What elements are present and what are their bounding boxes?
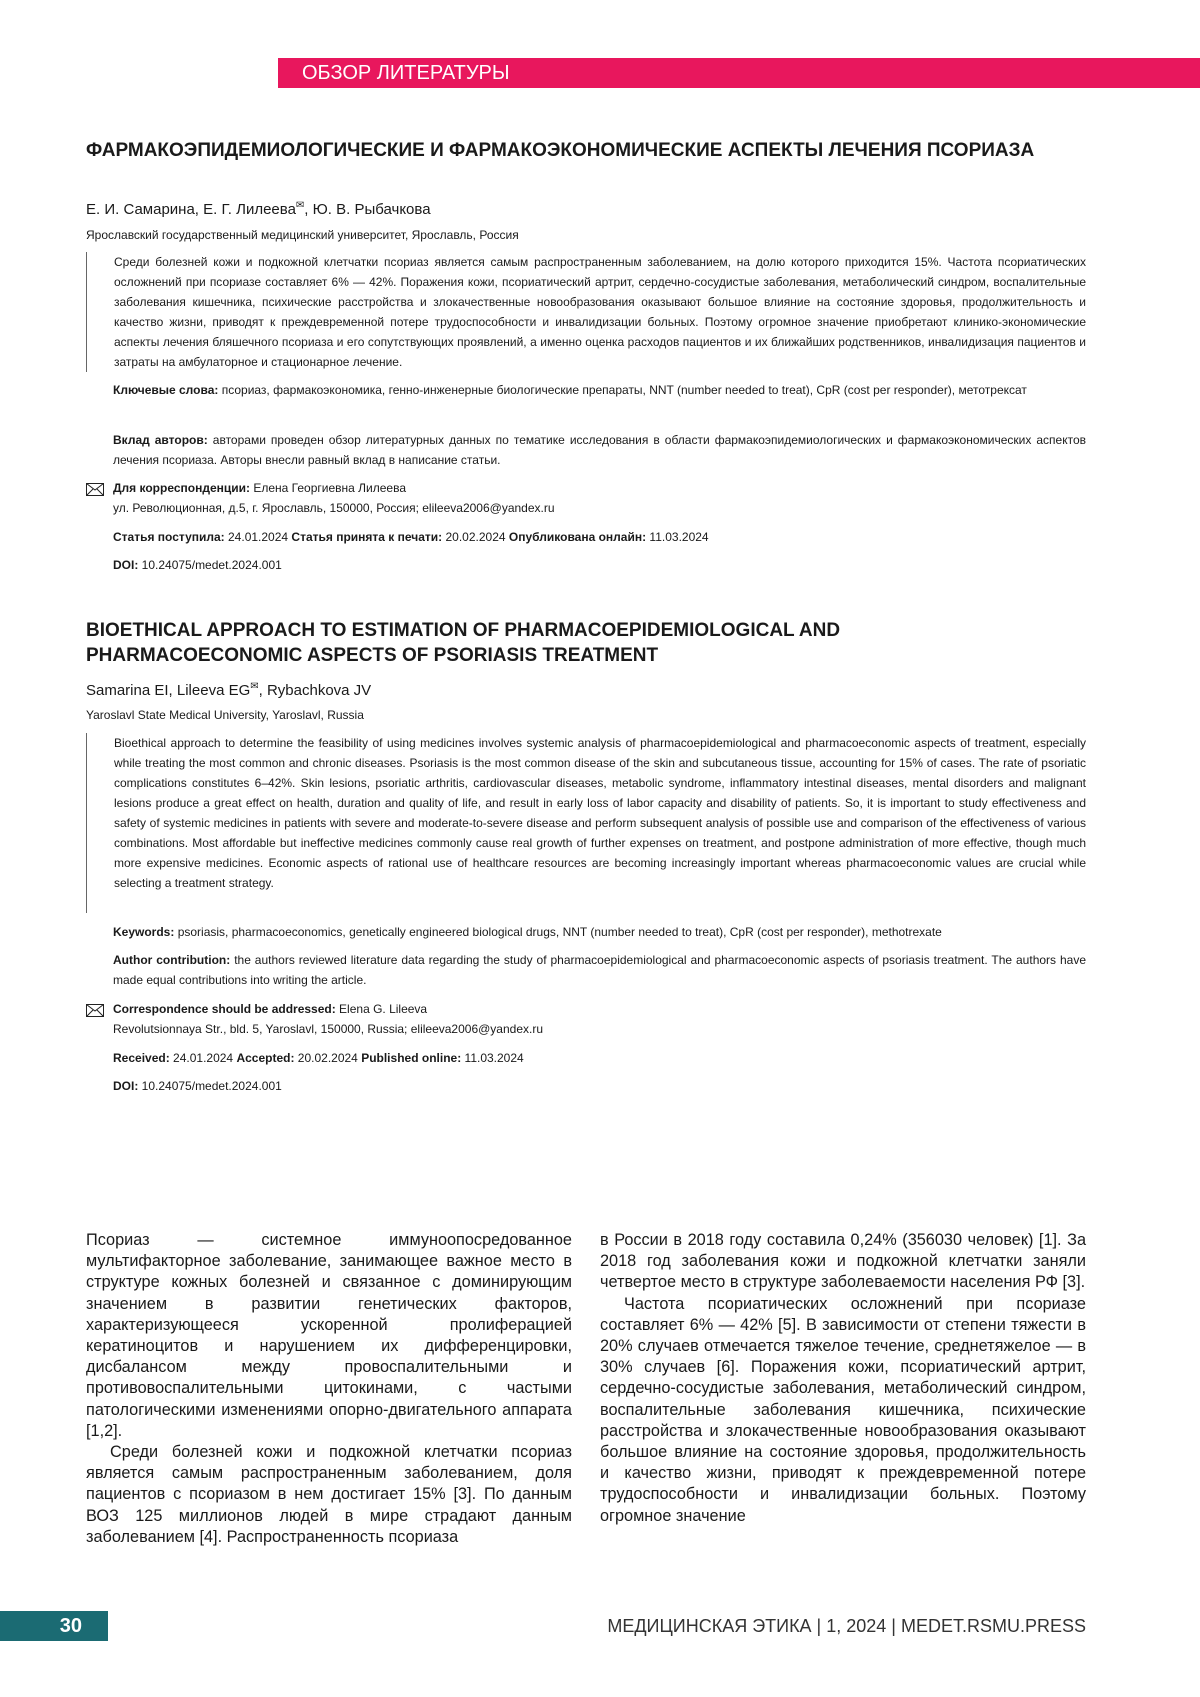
envelope-icon: ✉ bbox=[250, 681, 259, 692]
en-contribution-text: the authors reviewed literature data regarding the study of pharmacoepidemiological and pharmacoeconomic aspects of psoriasis treatment. The authors have made equal contributions into writing the article. bbox=[113, 953, 1086, 987]
en-affiliation: Yaroslavl State Medical University, Yaroslavl, Russia bbox=[86, 708, 364, 722]
ru-abstract: Среди болезней кожи и подкожной клетчатки псориаз является самым распространенным заболеванием, на долю которого приходится 15%. Частота псориатических осложнений при псориазе составляет 6% — 42%. Поражения кожи, псориатический артрит, сердечно-сосудистые заболевания, метаболический синдром, воспалительные заболевания кишечника, психические расстройства и злокачественные новообразования оказывают большое влияние на состояние здоровья, продолжительность и качество жизни, приводят к преждевременной потере трудоспособности и инвалидизации больных. Поэтому огромное значение приобретают клинико-экономические аспекты лечения бляшечного псориаза и его сопутствующих проявлений, а именно оценка расходов пациентов и их ближайших родственников, инвалидизация пациентов и затраты на амбулаторное и стационарное лечение. bbox=[86, 252, 1086, 372]
en-corr-address: Revolutsionnaya Str., bld. 5, Yaroslavl, 150000, Russia; elileeva2006@yandex.ru bbox=[113, 1022, 543, 1036]
ru-corr-name: Елена Георгиевна Лилеева bbox=[250, 481, 407, 495]
ru-contribution-label: Вклад авторов: bbox=[113, 433, 208, 447]
body-paragraph: Псориаз — системное иммуноопосредованное мультифакторное заболевание, занимающее важное место в структуре кожных болезней и связанное с доминирующим значением в развитии генетических факторов, характеризующееся ускоренной пролиферацией кератиноцитов и нарушением их дифференцировки, дисбалансом между провоспалительными и противовоспалительными цитокинами, с частыми патологическими изменениями опорно-двигательного аппарата [1,2]. bbox=[86, 1231, 572, 1440]
body-column-right bbox=[600, 1230, 1086, 1527]
body-paragraph: в России в 2018 году составила 0,24% (356030 человек) [1]. За 2018 год заболевания кожи и подкожной клетчатки заняли четвертое место в структуре заболеваемости населения РФ [3]. bbox=[600, 1231, 1086, 1292]
en-received: 24.01.2024 bbox=[169, 1051, 237, 1065]
en-dates bbox=[113, 1048, 1086, 1068]
en-authors bbox=[86, 677, 1086, 701]
ru-keywords bbox=[113, 380, 1086, 400]
ru-authors-first: Е. И. Самарина, Е. Г. Лилеева bbox=[86, 201, 296, 218]
ru-accepted: 20.02.2024 bbox=[442, 530, 509, 544]
body-paragraph: Среди болезней кожи и подкожной клетчатки псориаз является самым распространенным заболеванием, доля пациентов с псориазом в нем достигает 15% [3]. По данным ВОЗ 125 миллионов людей в мире страдают данным заболеванием [4]. Распространенность псориаза bbox=[86, 1443, 572, 1546]
en-authors-rest: , Rybachkova JV bbox=[258, 682, 372, 699]
ru-published-label: Опубликована онлайн: bbox=[508, 530, 647, 544]
ru-authors-rest: , Ю. В. Рыбачкова bbox=[304, 201, 431, 218]
ru-corr-address: ул. Революционная, д.5, г. Ярославль, 150000, Россия; elileeva2006@yandex.ru bbox=[113, 501, 555, 515]
ru-dates bbox=[113, 527, 1086, 547]
page-number: 30 bbox=[0, 1611, 108, 1641]
en-published: 11.03.2024 bbox=[461, 1051, 524, 1065]
en-article-title: BIOETHICAL APPROACH TO ESTIMATION OF PHARMACOEPIDEMIOLOGICAL AND PHARMACOECONOMIC ASPECTS OF PSORIASIS TREATMENT bbox=[86, 620, 841, 666]
en-authors-first: Samarina EI, Lileeva EG bbox=[86, 682, 251, 699]
en-doi bbox=[113, 1076, 1086, 1096]
ru-accepted-label: Статья принята к печати: bbox=[291, 530, 443, 544]
envelope-icon bbox=[86, 483, 104, 496]
en-contribution bbox=[113, 950, 1086, 990]
ru-doi-label: DOI: bbox=[113, 558, 139, 572]
ru-keywords-label: Ключевые слова: bbox=[113, 383, 219, 397]
en-published-label: Published online: bbox=[361, 1051, 462, 1065]
section-label: ОБЗОР ЛИТЕРАТУРЫ bbox=[302, 62, 510, 84]
journal-footer: МЕДИЦИНСКАЯ ЭТИКА | 1, 2024 | MEDET.RSMU.PRESS bbox=[607, 1616, 1086, 1636]
en-keywords-label: Keywords: bbox=[113, 925, 175, 939]
envelope-icon: ✉ bbox=[295, 200, 305, 211]
ru-affiliation: Ярославский государственный медицинский университет, Ярославль, Россия bbox=[86, 228, 519, 242]
en-correspondence bbox=[113, 999, 1086, 1039]
ru-received-label: Статья поступила: bbox=[113, 530, 225, 544]
en-doi-value: 10.24075/medet.2024.001 bbox=[138, 1079, 282, 1093]
section-banner bbox=[278, 58, 1200, 88]
en-doi-label: DOI: bbox=[113, 1079, 139, 1093]
ru-contribution bbox=[113, 430, 1086, 470]
en-accepted-label: Accepted: bbox=[236, 1051, 295, 1065]
ru-doi-value: 10.24075/medet.2024.001 bbox=[138, 558, 282, 572]
en-keywords-text: psoriasis, pharmacoeconomics, genetically engineered biological drugs, NNT (number needed to treat), CpR (cost per responder), methotrexate bbox=[174, 925, 942, 939]
en-contribution-label: Author contribution: bbox=[113, 953, 231, 967]
en-corr-label: Correspondence should be addressed: bbox=[113, 1002, 336, 1016]
ru-published: 11.03.2024 bbox=[646, 530, 709, 544]
ru-keywords-text: псориаз, фармакоэкономика, генно-инженерные биологические препараты, NNT (number needed to treat), CpR (cost per responder), метотрексат bbox=[218, 383, 1027, 397]
ru-authors bbox=[86, 196, 1086, 220]
en-accepted: 20.02.2024 bbox=[294, 1051, 362, 1065]
en-corr-name: Elena G. Lileeva bbox=[335, 1002, 428, 1016]
en-keywords bbox=[113, 922, 1086, 942]
ru-corr-label: Для корреспонденции: bbox=[113, 481, 251, 495]
en-abstract: Bioethical approach to determine the feasibility of using medicines involves systemic analysis of pharmacoepidemiological and pharmacoeconomic aspects of treatment, especially while treating the most common and chronic diseases. Psoriasis is the most common disease of the skin and subcutaneous tissue, accounting for 15% of cases. The rate of psoriatic complications constitutes 6–42%. Skin lesions, psoriatic arthritis, cardiovascular diseases, metabolic syndrome, inflammatory intestinal diseases, mental disorders and malignant lesions produce a great effect on health, duration and quality of life, and result in early loss of labor capacity and disability of patients. So, it is important to study effectiveness and safety of systemic medicines in patients with severe and moderate-to-severe disease and perform subsequent analysis of possible use and comparison of the effectiveness of various combinations. Most affordable but ineffective medicines commonly cause real growth of further expenses on treatment, and postpone administration of more effective, though much more expensive medicines. Economic aspects of rational use of healthcare resources are becoming increasingly important whereas pharmacoeconomic values are crucial while selecting a treatment strategy. bbox=[86, 733, 1086, 913]
body-paragraph: Частота псориатических осложнений при псориазе составляет 6% — 42% [5]. В зависимости от степени тяжести в 20% случаев отмечается тяжелое течение, среднетяжелое — в 30% случаев [6]. Поражения кожи, псориатический артрит, сердечно-сосудистые заболевания, метаболический синдром, воспалительные заболевания кишечника, психические расстройства и злокачественные новообразования оказывают большое влияние на состояние здоровья, продолжительность и качество жизни, приводят к преждевременной потере трудоспособности и инвалидизации больных. Поэтому огромное значение bbox=[600, 1294, 1086, 1525]
en-received-label: Received: bbox=[113, 1051, 170, 1065]
body-column-left bbox=[86, 1230, 572, 1548]
envelope-icon bbox=[86, 1004, 104, 1017]
ru-received: 24.01.2024 bbox=[224, 530, 292, 544]
ru-contribution-text: авторами проведен обзор литературных данных по тематике исследования в области фармакоэпидемиологических и фармакоэкономических аспектов лечения псориаза. Авторы внесли равный вклад в написание статьи. bbox=[113, 433, 1086, 467]
ru-article-title: ФАРМАКОЭПИДЕМИОЛОГИЧЕСКИЕ И ФАРМАКОЭКОНОМИЧЕСКИЕ АСПЕКТЫ ЛЕЧЕНИЯ ПСОРИАЗА bbox=[86, 140, 1035, 161]
ru-correspondence bbox=[113, 478, 1086, 518]
ru-doi bbox=[113, 555, 1086, 575]
